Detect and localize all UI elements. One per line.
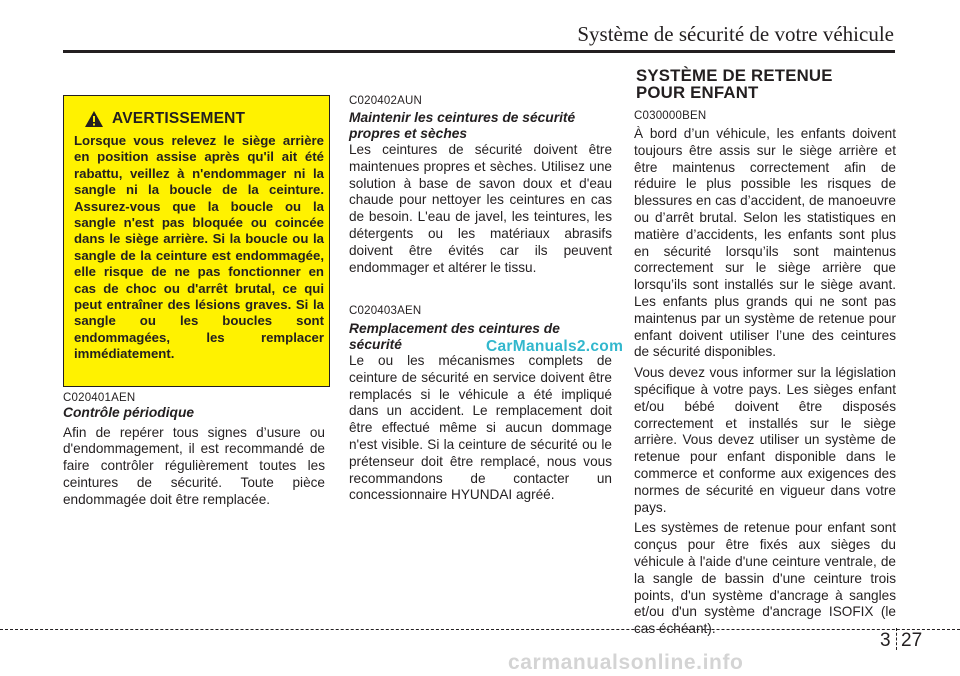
section-replace (349, 305, 612, 504)
warning-text: Lorsque vous relevez le siège arrière en position assise après qu'il ait été rabattu, veillez à n'endommager ni la sangle ni la boucle de la ceinture. Assurez-vous que la boucle ou la sangle n'est pas bloquée ou coincée dans le siège arrière. Si la boucle ou la sangle de la ceinture est endommagée, elle risque de ne pas fonctionner en cas de choc ou d'arrêt brutal, ce qui peut entraîner des lésions graves. Si la sangle ou les boucles sont endommagées, les remplacer immédiatement. (74, 133, 324, 362)
section-paragraph: À bord d’un véhicule, les enfants doivent toujours être assis sur le siège arrière et être maintenus correctement afin de réduire le plus possible les risques de blessures en cas d’accident, de manoeuvre ou d’arrêt brutal. Selon les statistiques en matière d’accidents, les enfants sont plus en sécurité lorsqu’ils sont maintenus correctement sur le siège arrière que lorsqu’ils sont installés sur le siège avant. Les enfants plus grands qui ne sont pas maintenus par un système de retenue pour enfant doivent utiliser l’une des ceintures de sécurité disponibles. (634, 126, 896, 360)
watermark-footer: carmanualsonline.info (508, 651, 744, 674)
section-code: C020401AEN (63, 392, 136, 404)
section-heading (636, 68, 833, 101)
section-title: Contrôle périodique (63, 405, 195, 420)
section-title: Remplacement des ceintures de sécurité (349, 321, 560, 352)
section-code: C030000BEN (634, 110, 707, 122)
section-code: C020402AUN (349, 95, 422, 107)
section-clean (349, 95, 612, 276)
warning-title: AVERTISSEMENT (112, 110, 246, 127)
section-paragraph: Vous devez vous informer sur la législation spécifique à votre pays. Les sièges enfant et/ou bébé doivent être disposés correctement et installés sur le siège arrière. Vous devez utiliser un système de retenue pour enfant disponible dans le commerce et conforme aux exigences des normes de sécurité en vigueur dans votre pays. (634, 365, 896, 515)
section-body: Le ou les mécanismes complets de ceinture de sécurité en service doivent être remplacés si le véhicule a été impliqué dans un accident. Le remplacement doit être effectué même si aucun dommage n'est visible. Si la ceinture de sécurité ou le prétenseur doit être remplacé, nous vous recommandons de contacter un concessionnaire HYUNDAI agréé. (349, 353, 612, 503)
warning-triangle-icon (84, 110, 104, 128)
header-divider (63, 50, 895, 53)
page-header-title: Système de sécurité de votre véhicule (577, 22, 894, 46)
section-body: Afin de repérer tous signes d’usure ou d'endommagement, il est recommandé de faire contrôler régulièrement toutes les ceintures de sécurité. Toute pièce endommagée doit être remplacée. (63, 424, 325, 507)
section-body: Les ceintures de sécurité doivent être maintenues propres et sèches. Utilisez une solution à base de savon doux et d'eau chaude pour nettoyer les ceintures en cas de besoin. L'eau de javel, les teintures, les détergents ou les matériaux abrasifs doivent être évités car ils peuvent endommager et altérer le tissu. (349, 142, 612, 275)
watermark-text: CarManuals2.com (486, 338, 624, 355)
warning-header (84, 110, 324, 128)
section-heading-line2: POUR ENFANT (636, 82, 759, 102)
footer-divider (0, 629, 960, 630)
page-number-separator (896, 628, 897, 650)
section-paragraph: Les systèmes de retenue pour enfant sont conçus pour être fixés aux sièges du véhicule à l'aide d'une ceinture ventrale, de la sangle de bassin d'une ceinture trois points, d'un système d'ancrage à sangles et/ou d'un système d'ancrage ISOFIX (le cas échéant). (634, 520, 896, 637)
section-code: C020403AEN (349, 305, 422, 317)
section-heading-line1: SYSTÈME DE RETENUE (636, 66, 833, 85)
section-child (634, 110, 896, 638)
chapter-number: 3 (880, 630, 891, 651)
section-title: Maintenir les ceintures de sécurité propres et sèches (349, 110, 576, 141)
page-number: 27 (901, 630, 923, 651)
warning-box (63, 95, 330, 387)
section-periodic (63, 392, 325, 508)
